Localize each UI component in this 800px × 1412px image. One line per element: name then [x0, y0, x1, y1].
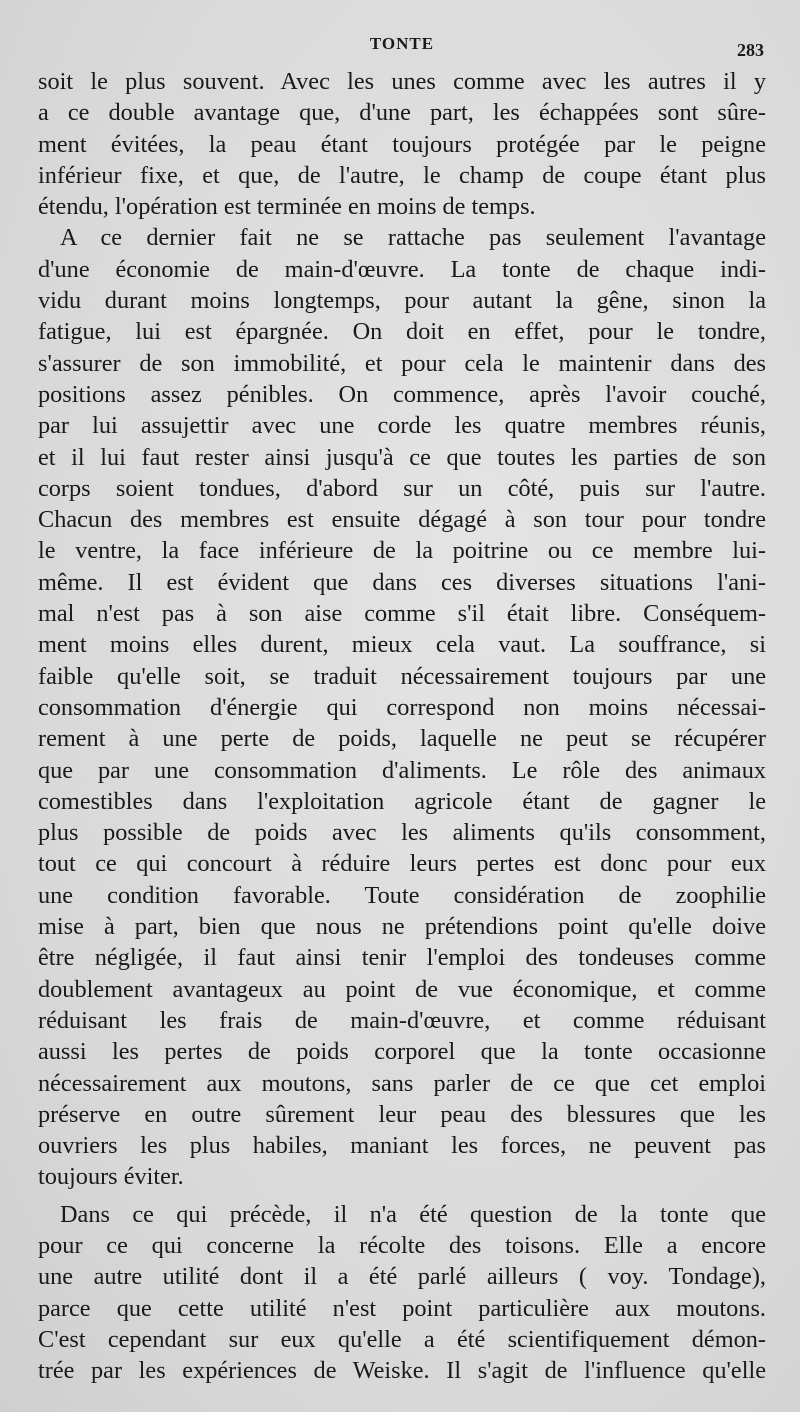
- text-line: Chacun des membres est ensuite dégagé à son tour pour tondre: [38, 506, 766, 534]
- text-line: C'est cependant sur eux qu'elle a été scientifiquement démon-: [38, 1325, 766, 1353]
- text-line: mal n'est pas à son aise comme s'il était libre. Conséquem-: [38, 600, 766, 628]
- paragraph-3: [38, 1199, 766, 1387]
- running-title: TONTE: [369, 34, 435, 53]
- text-line: doublement avantageux au point de vue économique, et comme: [38, 975, 766, 1003]
- text-line: inférieur fixe, et que, de l'autre, le champ de coupe étant plus: [38, 161, 766, 189]
- text-line: rement à une perte de poids, laquelle ne peut se récupérer: [38, 725, 766, 753]
- text-line: plus possible de poids avec les aliments qu'ils consomment,: [38, 819, 766, 847]
- text-line: vidu durant moins longtemps, pour autant la gêne, sinon la: [38, 287, 766, 315]
- text-line: comestibles dans l'exploitation agricole étant de gagner le: [38, 787, 766, 815]
- running-header: [38, 30, 766, 66]
- body-text: [38, 66, 766, 1386]
- text-line: étendu, l'opération est terminée en moins de temps.: [38, 193, 536, 221]
- text-line: et il lui faut rester ainsi jusqu'à ce que toutes les parties de son: [38, 443, 766, 471]
- text-line: a ce double avantage que, d'une part, les échappées sont sûre-: [38, 99, 766, 127]
- paragraph-1: [38, 66, 766, 222]
- text-line: que par une consommation d'aliments. Le rôle des animaux: [38, 756, 766, 784]
- text-line: une condition favorable. Toute considération de zoophilie: [38, 881, 766, 909]
- text-line: ment évitées, la peau étant toujours protégée par le peigne: [38, 130, 766, 158]
- page-number: 283: [737, 40, 764, 60]
- text-line: pour ce qui concerne la récolte des toisons. Elle a encore: [38, 1231, 766, 1259]
- text-line: consommation d'énergie qui correspond non moins nécessai-: [38, 693, 766, 721]
- text-line: le ventre, la face inférieure de la poitrine ou ce membre lui-: [38, 537, 766, 565]
- paragraph-2: [38, 222, 766, 1192]
- text-line: soit le plus souvent. Avec les unes comme avec les autres il y: [38, 68, 766, 95]
- text-line: même. Il est évident que dans ces diverses situations l'ani-: [38, 568, 766, 596]
- text-line: ment moins elles durent, mieux cela vaut. La souffrance, si: [38, 631, 766, 659]
- text-line: d'une économie de main-d'œuvre. La tonte de chaque indi-: [38, 255, 766, 283]
- text-line: s'assurer de son immobilité, et pour cela le maintenir dans des: [38, 349, 766, 377]
- text-line: par lui assujettir avec une corde les quatre membres réunis,: [38, 412, 766, 440]
- text-line: Dans ce qui précède, il n'a été question de la tonte que: [60, 1200, 766, 1228]
- text-line: trée par les expériences de Weiske. Il s'agit de l'influence qu'elle: [38, 1357, 766, 1385]
- text-line: ouvriers les plus habiles, maniant les forces, ne peuvent pas: [38, 1132, 766, 1160]
- text-line: réduisant les frais de main-d'œuvre, et comme réduisant: [38, 1006, 766, 1034]
- text-line: A ce dernier fait ne se rattache pas seulement l'avantage: [60, 224, 766, 252]
- text-line: positions assez pénibles. On commence, après l'avoir couché,: [38, 380, 766, 408]
- text-line: fatigue, lui est épargnée. On doit en effet, pour le tondre,: [38, 318, 766, 346]
- text-line: corps soient tondues, d'abord sur un côté, puis sur l'autre.: [38, 474, 766, 502]
- text-line: mise à part, bien que nous ne prétendions point qu'elle doive: [38, 913, 766, 941]
- text-line: parce que cette utilité n'est point particulière aux moutons.: [38, 1294, 766, 1322]
- text-line: aussi les pertes de poids corporel que la tonte occasionne: [38, 1038, 766, 1066]
- text-line: une autre utilité dont il a été parlé ailleurs ( voy. Tondage),: [38, 1263, 766, 1291]
- text-line: toujours éviter.: [38, 1163, 184, 1191]
- text-line: être négligée, il faut ainsi tenir l'emploi des tondeuses comme: [38, 944, 766, 972]
- text-line: tout ce qui concourt à réduire leurs pertes est donc pour eux: [38, 850, 766, 878]
- text-line: nécessairement aux moutons, sans parler de ce que cet emploi: [38, 1069, 766, 1097]
- text-line: faible qu'elle soit, se traduit nécessairement toujours par une: [38, 662, 766, 690]
- text-line: préserve en outre sûrement leur peau des blessures que les: [38, 1100, 766, 1128]
